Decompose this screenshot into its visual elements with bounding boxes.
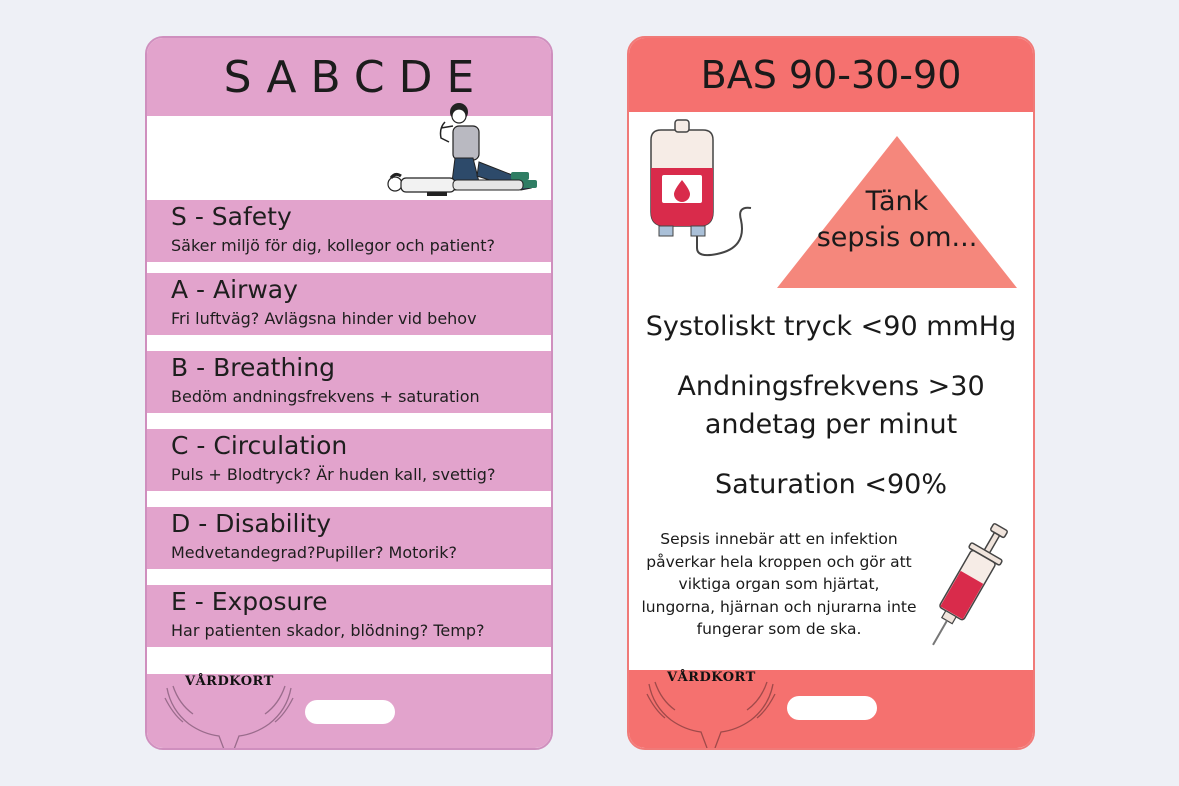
item-subtitle: Medvetandegrad?Pupiller? Motorik? [171,543,457,562]
sabcde-item-breathing [147,351,551,413]
cpr-illustration-icon [383,102,549,202]
item-title: B - Breathing [171,353,335,382]
criteria-respiratory-line1: Andningsfrekvens >30 [677,371,985,402]
sabcde-item-exposure [147,585,551,647]
sabcde-item-safety [147,200,551,262]
iv-blood-bag-icon [637,116,755,262]
item-subtitle: Bedöm andningsfrekvens + saturation [171,387,480,406]
bas-card [627,36,1035,750]
hands-icon [643,678,779,748]
sabcde-item-circulation [147,429,551,491]
sabcde-title: SABCDE [223,51,489,103]
lanyard-slot [787,696,877,720]
criteria-respiratory-line2: andetag per minut [704,409,958,440]
item-title: C - Circulation [171,431,348,460]
card-footer [629,670,1033,750]
criteria-respiratory [629,368,1033,444]
item-subtitle: Puls + Blodtryck? Är huden kall, svettig? [171,465,496,484]
item-subtitle: Har patienten skador, blödning? Temp? [171,621,485,640]
syringe-icon [919,516,1015,656]
sabcde-item-disability [147,507,551,569]
criteria-systolic: Systoliskt tryck <90 mmHg [645,311,1017,342]
sepsis-note: Sepsis innebär att en infektion påverkar hela kroppen och gör att viktiga organ som hjärtat, lungorna, hjärnan och njurarna inte fungerar som de ska. [641,530,917,638]
card-footer [147,674,551,750]
bas-title: BAS 90-30-90 [700,53,962,97]
brand-label: VÅRDKORT [185,674,274,689]
bas-header [629,38,1033,112]
sabcde-card [145,36,553,750]
hands-icon [161,682,297,750]
item-title: D - Disability [171,509,332,538]
item-title: E - Exposure [171,587,328,616]
item-title: S - Safety [171,202,292,231]
item-subtitle: Fri luftväg? Avlägsna hinder vid behov [171,309,477,328]
lanyard-slot [305,700,395,724]
item-title: A - Airway [171,275,298,304]
brand-label: VÅRDKORT [667,670,756,685]
triangle-line2: sepsis om... [816,222,978,253]
item-subtitle: Säker miljö för dig, kollegor och patient? [171,236,496,255]
triangle-text [807,184,987,256]
criteria-saturation: Saturation <90% [715,469,947,500]
sabcde-item-airway [147,273,551,335]
triangle-line1: Tänk [865,186,929,217]
